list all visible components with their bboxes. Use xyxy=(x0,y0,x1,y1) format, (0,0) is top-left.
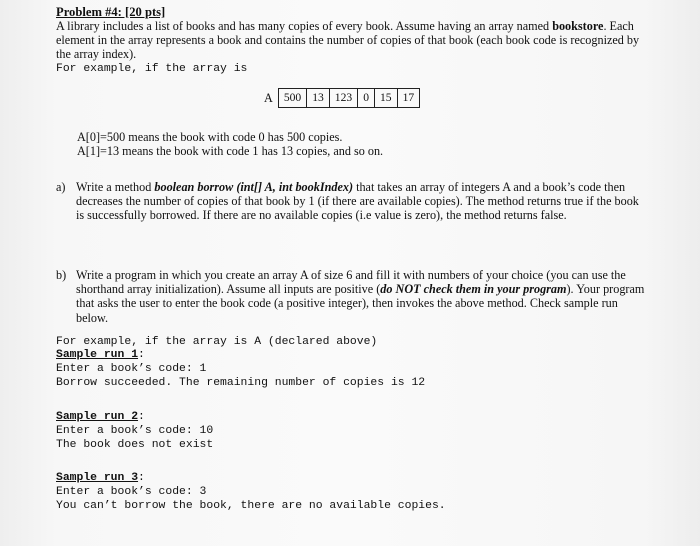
sample-run-line: Enter a book’s code: 10 xyxy=(56,425,214,437)
intro-text-1: A library includes a list of books and has many copies of every book. Assume having an array named xyxy=(56,19,553,33)
array-cells xyxy=(278,88,420,108)
meaning-line: A[0]=500 means the book with code 0 has 500 copies. xyxy=(77,130,343,144)
method-signature: boolean borrow (int[] A, int bookIndex) xyxy=(154,180,354,194)
sample-run-colon: : xyxy=(138,411,145,423)
part-a-text-after: that takes an array of integers A and a book’s code then decreases the number of copies of that book by 1 (if there are available copies). The method returns true if the book is successfully borrowed. If there are no available copies (i.e value is zero), the method returns false. xyxy=(76,180,639,223)
part-a xyxy=(56,180,648,223)
emphasis-post: check them in your program xyxy=(420,282,567,297)
intro-text-2: . Each element in the array represents a book and contains the number of copies of that book (each book code is recognized by the array index). xyxy=(56,19,640,62)
sample-run-3 xyxy=(56,471,446,513)
array-cell: 500 xyxy=(279,89,307,107)
sample-run-line: Enter a book’s code: 3 xyxy=(56,486,207,498)
part-b-text-after: ). Your program that asks the user to enter the book code (a positive integer), then invokes the above method. Check sample run below. xyxy=(76,282,645,325)
array-cell: 17 xyxy=(402,91,415,104)
sample-run-line: Enter a book’s code: 1 xyxy=(56,363,207,375)
array-cell: 13 xyxy=(307,89,330,107)
part-b-text xyxy=(76,268,648,325)
sample-run-heading: Sample run 3 xyxy=(56,472,139,484)
sample-run-line: You can’t borrow the book, there are no available copies. xyxy=(56,500,446,512)
sample-run-1 xyxy=(56,348,425,390)
part-a-text xyxy=(76,180,648,223)
sample-run-heading: Sample run 2 xyxy=(56,411,139,423)
emphasis-pre: do xyxy=(380,282,396,297)
part-b-marker: b) xyxy=(56,268,67,282)
array-cell: 0 xyxy=(358,89,375,107)
sample-run-line: Borrow succeeded. The remaining number of copies is 12 xyxy=(56,377,426,389)
part-b-text-before: Write a program in which you create an array A of size 6 and fill it with numbers of your choice (you can use the shorthand array initialization). Assume all inputs are positive ( xyxy=(76,268,626,297)
example-label: For example, if the array is xyxy=(56,63,248,75)
part-b xyxy=(56,268,648,325)
meaning-line: A[1]=13 means the book with code 1 has 13 copies, and so on. xyxy=(77,144,384,159)
sample-run-colon: : xyxy=(138,472,145,484)
array-meaning xyxy=(77,130,383,158)
problem-intro xyxy=(56,19,644,62)
array-figure xyxy=(264,88,420,108)
part-a-marker: a) xyxy=(56,180,66,194)
part-b-example-line: For example, if the array is A (declared above) xyxy=(56,336,378,348)
intro-array-name: bookstore xyxy=(552,19,604,33)
sample-run-2 xyxy=(56,410,213,452)
array-cell: 123 xyxy=(330,89,358,107)
sample-run-heading: Sample run 1 xyxy=(56,349,139,361)
part-a-text-before: Write a method xyxy=(76,180,155,194)
problem-title: Problem #4: [20 pts] xyxy=(56,5,166,19)
array-cell: 15 xyxy=(375,89,398,107)
array-name-label: A xyxy=(264,90,273,105)
sample-run-colon: : xyxy=(138,349,145,361)
emphasis-not: NOT xyxy=(395,282,421,297)
sample-run-line: The book does not exist xyxy=(56,439,214,451)
